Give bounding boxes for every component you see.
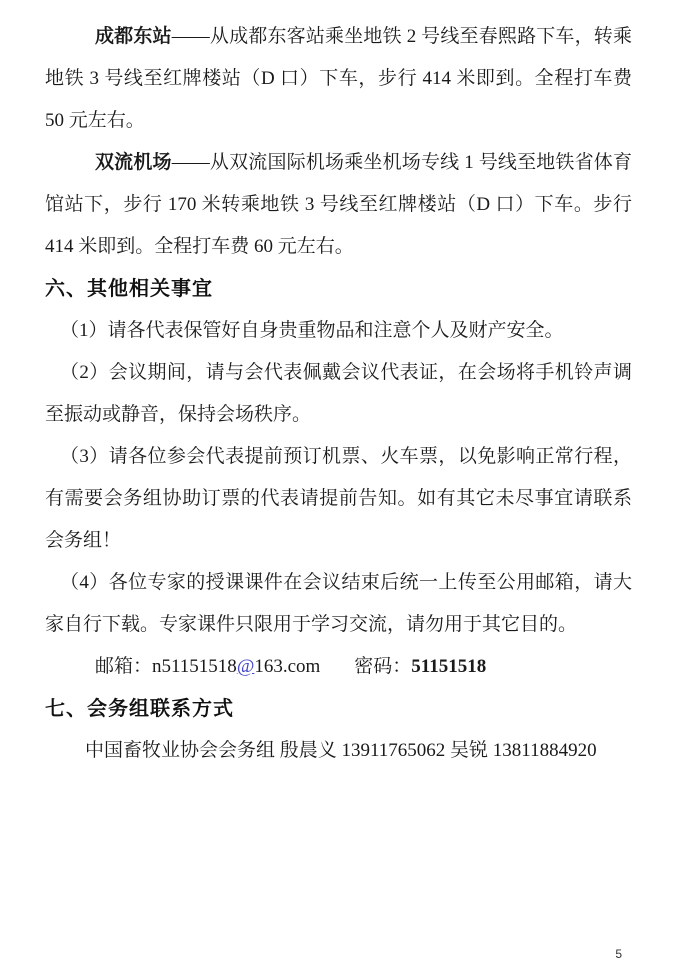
directions-text-chengdu-east: ——从成都东客站乘坐地铁 2 号线至春熙路下车，转乘地铁 3 号线至红牌楼站（D 口）下车，步行 414 米即到。全程打车费 50 元左右。	[45, 26, 632, 131]
password-label: 密码：	[354, 656, 412, 677]
station-name-shuangliu-airport: 双流机场	[95, 152, 172, 173]
email-password-line	[45, 646, 632, 688]
list-item-1: （1）请各代表保管好自身贵重物品和注意个人及财产安全。	[60, 320, 564, 341]
section-heading-contact: 七、会务组联系方式	[45, 698, 234, 720]
station-name-chengdu-east: 成都东站	[95, 26, 172, 47]
contact-info-line: 中国畜牧业协会会务组 殷晨义 13911765062 吴锐 13811884920	[85, 740, 597, 761]
email-at-link[interactable]: @	[236, 656, 255, 677]
paragraph-chengdu-east-station	[45, 16, 632, 142]
email-user: n51151518	[152, 656, 237, 677]
email-domain: 163.com	[254, 656, 321, 677]
password-value: 51151518	[411, 656, 487, 677]
list-item-4: （4）各位专家的授课课件在会议结束后统一上传至公用邮箱，请大家自行下载。专家课件只限用于学习交流，请勿用于其它目的。	[45, 572, 632, 635]
page-number: 5	[615, 947, 622, 961]
list-item-3: （3）请各位参会代表提前预订机票、火车票，以免影响正常行程，有需要会务组协助订票的代表请提前告知。如有其它未尽事宜请联系会务组！	[45, 446, 632, 551]
list-item-2: （2）会议期间，请与会代表佩戴会议代表证，在会场将手机铃声调至振动或静音，保持会场秩序。	[45, 362, 632, 425]
paragraph-shuangliu-airport	[45, 142, 632, 268]
section-heading-other-matters: 六、其他相关事宜	[45, 278, 213, 300]
directions-text-shuangliu-airport: ——从双流国际机场乘坐机场专线 1 号线至地铁省体育馆站下，步行 170 米转乘地铁 3 号线至红牌楼站（D 口）下车。步行 414 米即到。全程打车费 60 元左右。	[45, 152, 632, 257]
email-label: 邮箱：	[95, 656, 153, 677]
